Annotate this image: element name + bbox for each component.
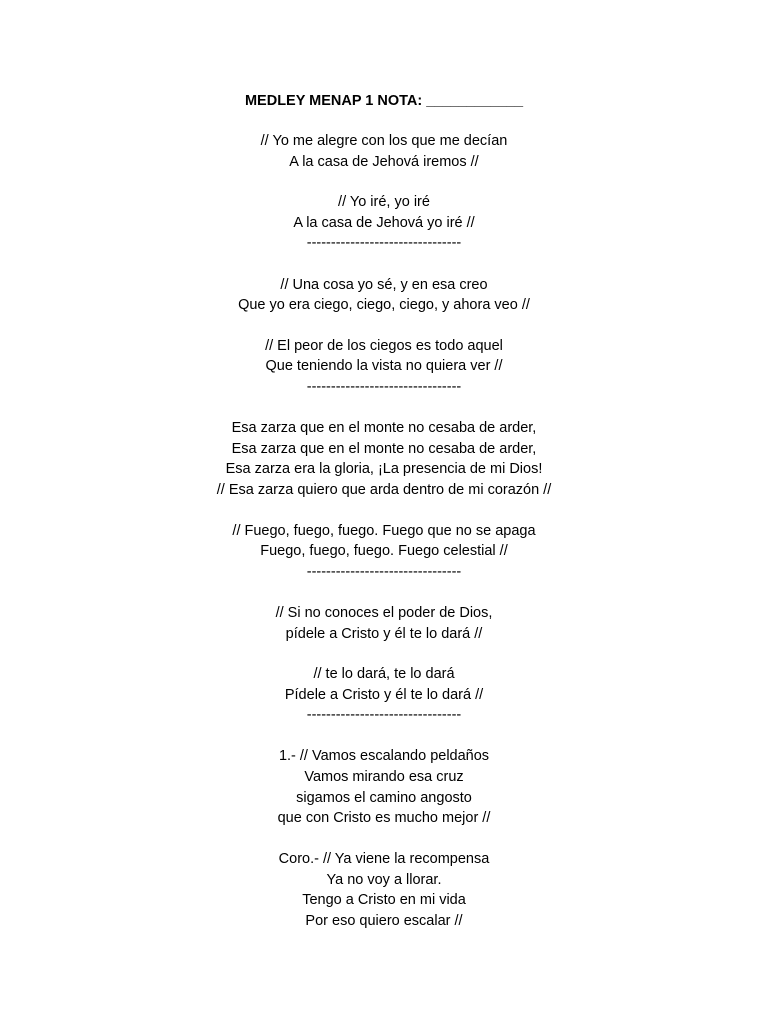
lyric-line: Vamos mirando esa cruz [304,769,464,785]
lyric-line: pídele a Cristo y él te lo dará // [285,626,483,642]
lyric-line: // El peor de los ciegos es todo aquel [265,338,503,354]
lyric-line: // Una cosa yo sé, y en esa creo [280,277,488,293]
lyric-line: Fuego, fuego, fuego. Fuego celestial // [260,543,508,559]
separator-line: -------------------------------- [306,379,462,395]
lyric-line: Que teniendo la vista no quiera ver // [265,358,503,374]
separator-line: -------------------------------- [306,707,462,723]
lyric-line: // Yo me alegre con los que me decían [260,133,508,149]
lyric-line: Coro.- // Ya viene la recompensa [278,851,490,867]
lyric-line: Ya no voy a llorar. [326,872,442,888]
lyric-line: // Esa zarza quiero que arda dentro de mi corazón // [216,482,552,498]
lyric-line: Esa zarza era la gloria, ¡La presencia de mi Dios! [225,461,543,477]
separator-line: -------------------------------- [306,564,462,580]
document-title: MEDLEY MENAP 1 NOTA: ____________ [244,93,524,109]
separator-line: -------------------------------- [306,235,462,251]
lyric-line: Que yo era ciego, ciego, ciego, y ahora veo // [238,297,530,313]
lyric-line: que con Cristo es mucho mejor // [277,810,491,826]
lyric-line: Pídele a Cristo y él te lo dará // [284,687,484,703]
lyric-line: // te lo dará, te lo dará [313,666,455,682]
lyric-line: 1.- // Vamos escalando peldaños [278,748,490,764]
lyric-line: // Si no conoces el poder de Dios, [275,605,493,621]
lyric-line: Esa zarza que en el monte no cesaba de arder, [231,441,537,457]
lyric-line: A la casa de Jehová iremos // [289,154,479,170]
lyric-line: Tengo a Cristo en mi vida [302,892,466,908]
lyric-line: Por eso quiero escalar // [305,913,463,929]
lyric-line: // Yo iré, yo iré [338,194,430,210]
lyric-line: A la casa de Jehová yo iré // [293,215,475,231]
lyric-line: // Fuego, fuego, fuego. Fuego que no se apaga [232,523,536,539]
lyric-line: sigamos el camino angosto [296,790,472,806]
lyric-line: Esa zarza que en el monte no cesaba de arder, [231,420,537,436]
